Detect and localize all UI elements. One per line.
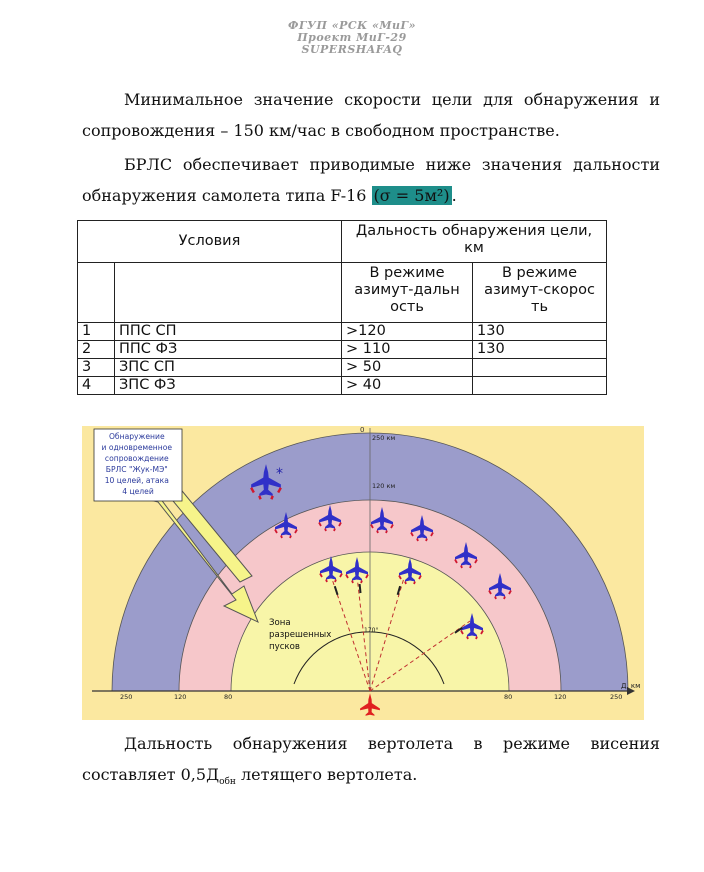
mode-range-header: В режиме азимут-дальн ость xyxy=(342,263,473,323)
paragraph-min-speed xyxy=(82,84,660,146)
angle-label: 170° xyxy=(364,627,379,634)
paragraph-radar-ranges xyxy=(82,149,660,211)
row-number: 2 xyxy=(78,341,115,359)
mode-velocity-header: В режиме азимут-скорос ть xyxy=(473,263,607,323)
row-range-value: > 110 xyxy=(342,341,473,359)
paragraph-radar-text: БРЛС обеспечивает приводимые ниже значения дальности обнаружения самолета типа F-16 xyxy=(82,155,660,205)
radar-coverage-diagram xyxy=(82,426,644,720)
paragraph-helicopter-end: летящего вертолета. xyxy=(235,765,418,784)
rcs-highlight: (σ = 5м²) xyxy=(373,186,450,205)
paragraph-helicopter xyxy=(82,728,660,798)
paragraph-radar-end: . xyxy=(451,186,457,205)
top-zero-label: 0 xyxy=(360,426,365,434)
empty-cell xyxy=(78,263,115,323)
empty-cell xyxy=(115,263,342,323)
header-line-1: ФГУП «РСК «МиГ» xyxy=(288,19,416,32)
header-line-3: SUPERSHAFAQ xyxy=(301,43,403,56)
row-number: 3 xyxy=(78,359,115,377)
row-number: 4 xyxy=(78,377,115,395)
row-condition: ЗПС СП xyxy=(115,359,342,377)
conditions-header: Условия xyxy=(78,221,342,263)
row-velocity-value: 130 xyxy=(473,341,607,359)
row-condition: ППС ФЗ xyxy=(115,341,342,359)
paragraph-helicopter-text: Дальность обнаружения вертолета в режиме висения составляет 0,5Д xyxy=(82,734,660,784)
row-velocity-value xyxy=(473,359,607,377)
table-row xyxy=(78,341,607,359)
tick-left-120: 120 xyxy=(174,693,187,701)
row-number: 1 xyxy=(78,323,115,341)
label-250km: 250 км xyxy=(372,434,396,442)
tick-left-80: 80 xyxy=(224,693,233,701)
header-line-2: Проект МиГ-29 xyxy=(297,31,407,44)
row-range-value: >120 xyxy=(342,323,473,341)
tick-left-250: 250 xyxy=(120,693,133,701)
callout-text: Обнаружение и одновременное сопровождение БРЛС "Жук-МЭ" 10 целей, атака 4 целей xyxy=(101,432,173,496)
table-row xyxy=(78,359,607,377)
row-range-value: > 50 xyxy=(342,359,473,377)
row-condition: ППС СП xyxy=(115,323,342,341)
range-header: Дальность обнаружения цели, км xyxy=(342,221,607,263)
row-range-value: > 40 xyxy=(342,377,473,395)
label-120km: 120 км xyxy=(372,482,396,490)
document-header xyxy=(0,20,704,56)
zone-label: Зона разрешенных пусков xyxy=(269,618,332,652)
tick-right-120: 120 xyxy=(554,693,567,701)
row-velocity-value xyxy=(473,377,607,395)
row-condition: ЗПС ФЗ xyxy=(115,377,342,395)
table-row xyxy=(78,323,607,341)
tick-right-250: 250 xyxy=(610,693,623,701)
star-mark: * xyxy=(276,466,283,482)
tick-right-80: 80 xyxy=(504,693,513,701)
axis-label: Д, км xyxy=(621,682,641,690)
detection-range-table xyxy=(77,220,607,395)
subscript-obn: обн xyxy=(219,777,236,788)
row-velocity-value: 130 xyxy=(473,323,607,341)
paragraph-min-speed-text: Минимальное значение скорости цели для обнаружения и сопровождения – 150 км/час в свободном пространстве. xyxy=(82,90,660,140)
table-row xyxy=(78,377,607,395)
